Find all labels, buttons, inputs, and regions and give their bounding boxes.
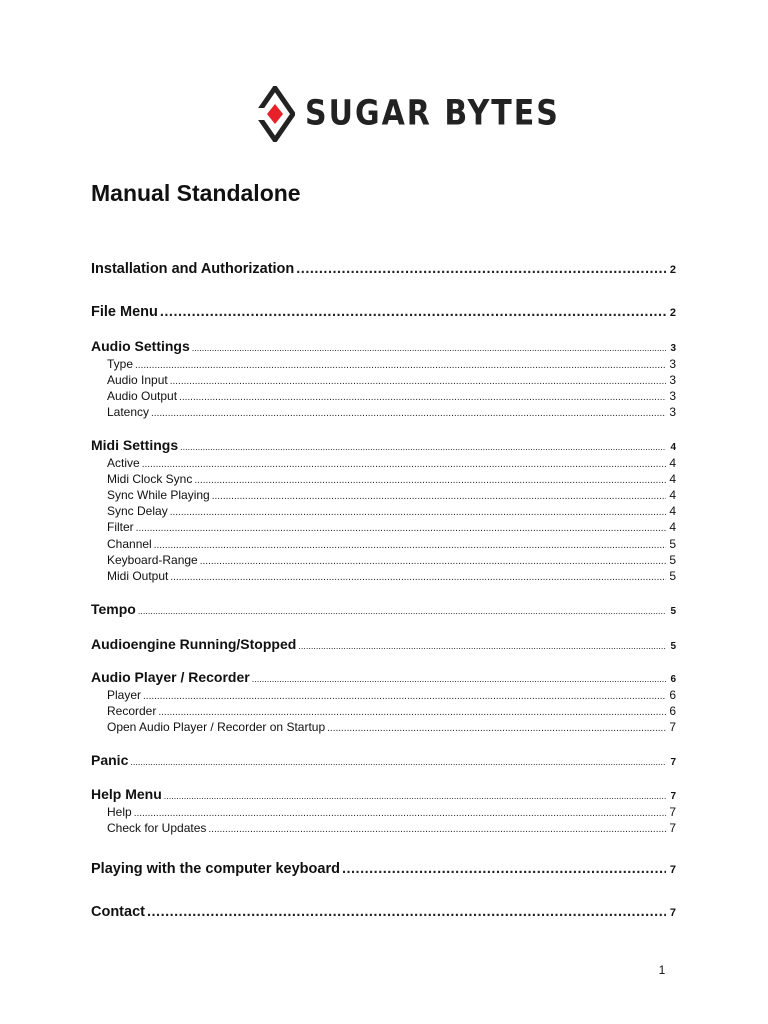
toc-entry-midi-output[interactable] [107, 568, 676, 584]
toc-leader-dots [147, 903, 666, 921]
toc-entry-page: 4 [669, 504, 676, 518]
toc-entry-label: Sync While Playing [107, 488, 210, 502]
toc-entry-page: 7 [669, 907, 676, 919]
toc-entry-page: 6 [669, 688, 676, 702]
toc-entry-page: 7 [670, 757, 676, 768]
toc-leader-dots [296, 260, 666, 278]
toc-entry-label: Audio Settings [91, 338, 190, 354]
toc-entry-check-for-updates[interactable] [107, 820, 676, 836]
toc-entry-page: 4 [669, 520, 676, 534]
toc-entry-help[interactable] [107, 804, 676, 820]
toc-leader-dots [160, 303, 666, 321]
toc-entry-page: 5 [669, 537, 676, 551]
toc-entry-audioengine[interactable] [91, 636, 676, 653]
toc-entry-page: 7 [669, 720, 676, 734]
toc-entry-label: Open Audio Player / Recorder on Startup [107, 720, 326, 734]
toc-entry-active[interactable] [107, 455, 676, 471]
toc-entry-label: Panic [91, 752, 129, 768]
toc-entry-panic[interactable] [91, 752, 676, 769]
toc-entry-label: Recorder [107, 704, 157, 718]
toc-entry-audio-input[interactable] [107, 372, 676, 388]
toc-entry-label: Keyboard-Range [107, 553, 198, 567]
toc-entry-label: Check for Updates [107, 821, 207, 835]
sugar-bytes-diamond-icon [255, 86, 295, 142]
toc-leader-dots [208, 822, 666, 838]
toc-entry-label: Midi Output [107, 569, 169, 583]
toc-entry-label: Audio Input [107, 373, 168, 387]
toc-leader-dots [327, 721, 666, 737]
toc-entry-filter[interactable] [107, 519, 676, 535]
toc-entry-label: Latency [107, 405, 150, 419]
toc-entry-label: Tempo [91, 601, 136, 617]
toc-leader-dots [138, 603, 666, 620]
toc-entry-midi-clock-sync[interactable] [107, 471, 676, 487]
toc-entry-page: 3 [669, 389, 676, 403]
toc-leader-dots [164, 788, 666, 805]
toc-entry-label: Audio Player / Recorder [91, 669, 250, 685]
toc-entry-tempo[interactable] [91, 601, 676, 618]
toc-entry-page: 7 [669, 864, 676, 876]
toc-entry-computer-keyboard[interactable] [91, 860, 676, 878]
toc-entry-label: File Menu [91, 304, 158, 320]
toc-entry-channel[interactable] [107, 536, 676, 552]
toc-entry-contact[interactable] [91, 903, 676, 921]
toc-entry-keyboard-range[interactable] [107, 552, 676, 568]
toc-entry-label: Audioengine Running/Stopped [91, 636, 297, 652]
toc-entry-page: 5 [669, 553, 676, 567]
toc-entry-page: 5 [670, 641, 676, 652]
toc-leader-dots [298, 638, 666, 655]
toc-entry-label: Player [107, 688, 142, 702]
toc-entry-page: 4 [669, 488, 676, 502]
toc-entry-audio-player-recorder[interactable] [91, 669, 676, 686]
toc-leader-dots [180, 439, 666, 456]
toc-entry-label: Installation and Authorization [91, 261, 295, 277]
toc-entry-label: Contact [91, 904, 145, 920]
toc-entry-label: Playing with the computer keyboard [91, 861, 340, 877]
toc-entry-sync-delay[interactable] [107, 503, 676, 519]
toc-entry-page: 4 [669, 456, 676, 470]
toc-entry-installation[interactable] [91, 260, 676, 278]
toc-entry-file-menu[interactable] [91, 303, 676, 321]
page-title: Manual Standalone [91, 180, 301, 206]
toc-leader-dots [252, 671, 666, 688]
toc-entry-sync-while-playing[interactable] [107, 487, 676, 503]
toc-entry-help-menu[interactable] [91, 786, 676, 803]
toc-entry-label: Help [107, 805, 132, 819]
brand-logo [255, 86, 560, 142]
toc-entry-page: 3 [669, 405, 676, 419]
toc-entry-label: Midi Settings [91, 437, 179, 453]
toc-entry-label: Audio Output [107, 389, 178, 403]
toc-entry-label: Filter [107, 520, 134, 534]
toc-leader-dots [170, 570, 666, 586]
toc-entry-type[interactable] [107, 356, 676, 372]
toc-entry-player[interactable] [107, 687, 676, 703]
toc-entry-page: 3 [669, 357, 676, 371]
toc-entry-label: Channel [107, 537, 152, 551]
toc-leader-dots [342, 860, 666, 878]
toc-entry-label: Active [107, 456, 140, 470]
toc-entry-page: 3 [670, 343, 676, 354]
toc-entry-label: Type [107, 357, 134, 371]
toc-entry-label: Midi Clock Sync [107, 472, 193, 486]
toc-entry-page: 4 [669, 472, 676, 486]
toc-entry-page: 5 [669, 569, 676, 583]
toc-entry-page: 2 [669, 264, 676, 276]
toc-leader-dots [192, 340, 666, 357]
logo-wordmark: SUGAR BYTES [305, 93, 560, 134]
page-number: 1 [658, 963, 666, 977]
toc-leader-dots [151, 406, 666, 422]
toc-entry-label: Help Menu [91, 786, 162, 802]
toc-entry-page: 7 [669, 821, 676, 835]
toc-entry-open-on-startup[interactable] [107, 719, 676, 735]
toc-entry-audio-settings[interactable] [91, 338, 676, 355]
toc-entry-page: 5 [670, 606, 676, 617]
toc-entry-page: 2 [669, 307, 676, 319]
toc-entry-page: 6 [670, 674, 676, 685]
toc-entry-midi-settings[interactable] [91, 437, 676, 454]
toc-entry-label: Sync Delay [107, 504, 168, 518]
toc-entry-page: 7 [669, 805, 676, 819]
toc-entry-page: 3 [669, 373, 676, 387]
toc-leader-dots [130, 754, 666, 771]
toc-entry-recorder[interactable] [107, 703, 676, 719]
toc-leader-dots [136, 521, 666, 537]
toc-entry-page: 4 [670, 442, 676, 453]
toc-entry-latency[interactable] [107, 404, 676, 420]
toc-entry-audio-output[interactable] [107, 388, 676, 404]
toc-entry-page: 6 [669, 704, 676, 718]
toc-entry-page: 7 [670, 791, 676, 802]
